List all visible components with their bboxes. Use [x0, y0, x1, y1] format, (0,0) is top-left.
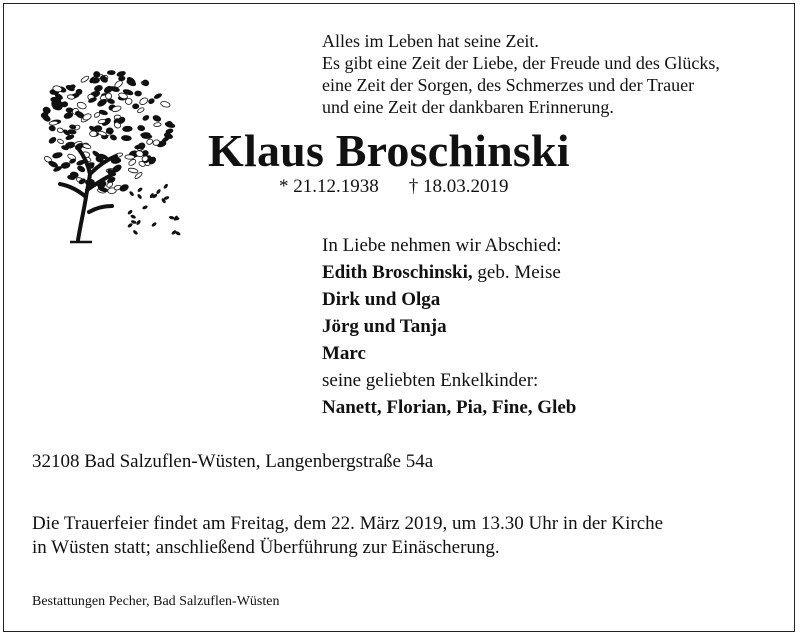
- mourner-family: Jörg und Tanja: [322, 316, 447, 337]
- family-address: 32108 Bad Salzuflen-Wüsten, Langenbergstraße 54a: [32, 451, 434, 472]
- service-line: in Wüsten statt; anschließend Überführung zur Einäscherung.: [32, 537, 500, 558]
- spouse-name: Edith Broschinski,: [322, 262, 473, 283]
- quote-line: eine Zeit der Sorgen, des Schmerzes und der Trauer: [322, 75, 695, 95]
- deceased-name: Klaus Broschinski: [208, 125, 570, 176]
- grandchildren-names: Nanett, Florian, Pia, Fine, Gleb: [322, 397, 577, 418]
- quote-line: und eine Zeit der dankbaren Erinnerung.: [322, 97, 614, 117]
- service-line: Die Trauerfeier findet am Freitag, dem 22. März 2019, um 13.30 Uhr in der Kirche: [32, 513, 664, 534]
- service-info: [32, 512, 663, 560]
- mourner-family: Marc: [322, 343, 366, 364]
- birth-date: * 21.12.1938: [279, 176, 379, 197]
- mourners-intro: In Liebe nehmen wir Abschied:: [322, 235, 562, 256]
- quote-line: Alles im Leben hat seine Zeit.: [322, 31, 539, 51]
- quote-block: [322, 30, 720, 118]
- quote-line: Es gibt eine Zeit der Liebe, der Freude und des Glücks,: [322, 53, 720, 73]
- wind-blown-tree-icon: [34, 62, 184, 244]
- death-date: † 18.03.2019: [408, 176, 509, 197]
- mourner-spouse: [322, 259, 576, 286]
- funeral-home: Bestattungen Pecher, Bad Salzuflen-Wüsten: [32, 594, 280, 609]
- mourner-family: Dirk und Olga: [322, 289, 441, 310]
- grandchildren-label: seine geliebten Enkelkinder:: [322, 370, 539, 391]
- spouse-maiden-name: geb. Meise: [472, 262, 561, 283]
- mourners-block: [322, 232, 576, 421]
- life-dates: [279, 176, 509, 198]
